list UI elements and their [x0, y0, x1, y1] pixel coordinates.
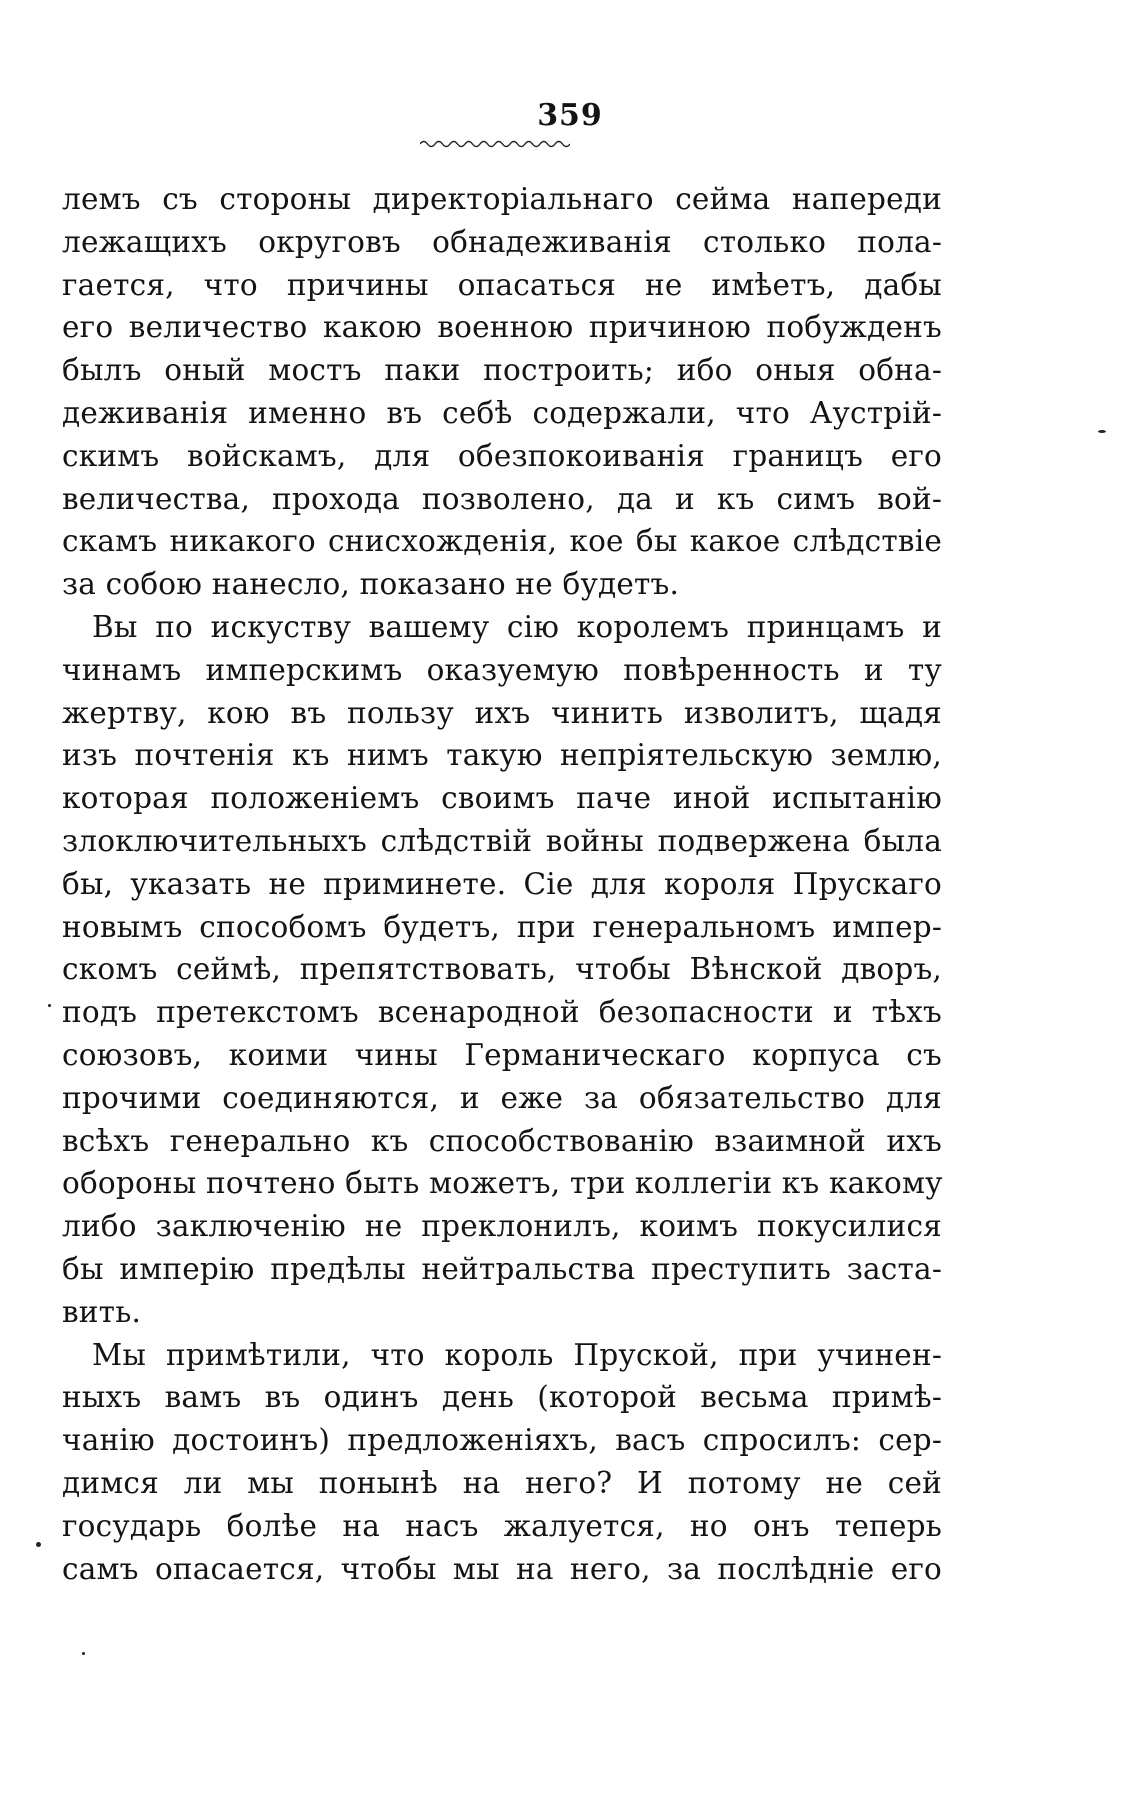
text-line: жертву, кою въ пользу ихъ чинить изволитъ, щадя [62, 695, 942, 730]
text-line: его величество какою военною причиною побужденъ [62, 310, 942, 345]
text-line: димся ли мы понынѣ на него? И потому не сей [62, 1465, 942, 1500]
text-line: подъ претекстомъ всенародной безопасности и тѣхъ [62, 995, 942, 1030]
text-line: либо заключенію не преклонилъ, коимъ покусилися [62, 1209, 942, 1244]
paragraph-2 [62, 606, 942, 1334]
text-line: государь болѣе на насъ жалуется, но онъ теперь [62, 1508, 942, 1543]
text-line: лемъ съ стороны директоріальнаго сейма напереди [62, 182, 942, 216]
text-line: былъ оный мостъ паки построить; ибо оныя обна- [62, 353, 942, 388]
text-line: скомъ сеймѣ, препятствовать, чтобы Вѣнской дворъ, [62, 952, 942, 987]
text-line: скимъ войскамъ, для обезпокоиванія границъ его [62, 438, 942, 473]
paragraph-3 [62, 1334, 942, 1591]
text-line: ныхъ вамъ въ одинъ день (которой весьма примѣ- [62, 1380, 942, 1415]
text-line: всѣхъ генерально къ способствованію взаимной ихъ [62, 1123, 942, 1158]
paragraph-1 [62, 178, 942, 606]
print-speck [48, 1004, 51, 1007]
body-text [62, 178, 942, 1590]
text-line: которая положеніемъ своимъ паче иной испытанію [62, 781, 942, 816]
text-line: Мы примѣтили, что король Пруской, при учинен- [92, 1337, 942, 1372]
decorative-wavy-rule [420, 138, 570, 150]
text-line: союзовъ, коими чины Германическаго корпуса съ [62, 1037, 942, 1072]
text-line: величества, прохода позволено, да и къ симъ вой- [62, 481, 942, 516]
text-line: изъ почтенія къ нимъ такую непріятельскую землю, [62, 738, 942, 773]
text-line: обороны почтено быть можетъ, три коллегіи къ какому [62, 1166, 943, 1201]
text-line: прочими соединяются, и еже за обязательство для [62, 1080, 942, 1115]
text-line: вить. [62, 1294, 142, 1329]
text-line: деживанія именно въ себѣ содержали, что Аустрій- [62, 395, 942, 430]
text-line: новымъ способомъ будетъ, при генеральномъ импер- [62, 909, 942, 944]
text-line: за собою нанесло, показано не будетъ. [62, 567, 680, 602]
page-number: 359 [537, 98, 603, 133]
text-line: скамъ никакого снисхожденія, кое бы какое слѣдствіе [62, 524, 942, 559]
print-speck [1098, 430, 1106, 433]
text-line: самъ опасается, чтобы мы на него, за послѣдніе его [62, 1551, 942, 1586]
text-line: злоключительныхъ слѣдствій войны подвержена была [62, 823, 942, 858]
text-line: лежащихъ округовъ обнадеживанія столько пола- [62, 224, 942, 259]
print-speck [36, 1542, 41, 1547]
text-line: бы имперію предѣлы нейтральства преступить заста- [62, 1251, 942, 1286]
text-line: бы, указать не приминете. Сіе для короля Прускаго [62, 866, 942, 901]
text-line: Вы по искуству вашему сію королемъ принцамъ и [92, 609, 942, 644]
text-line: чинамъ имперскимъ оказуемую повѣренность и ту [62, 652, 942, 687]
text-line: гается, что причины опасаться не имѣетъ, дабы [62, 267, 942, 302]
text-line: чанію достоинъ) предложеніяхъ, васъ спросилъ: сер- [62, 1423, 942, 1458]
print-speck [82, 1652, 85, 1655]
